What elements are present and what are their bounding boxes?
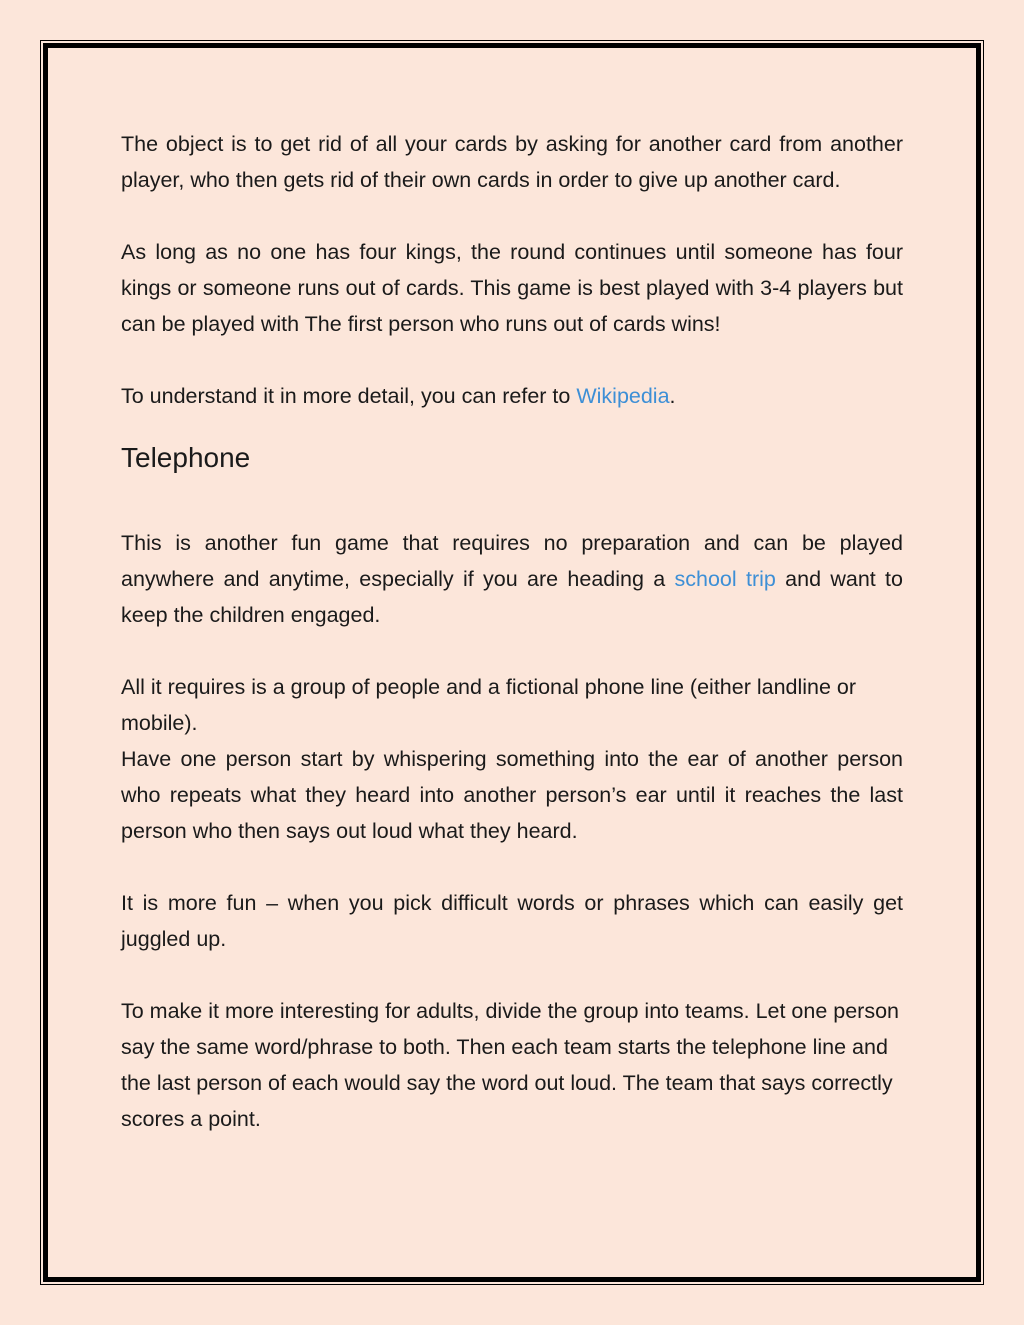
paragraph-more-fun: It is more fun – when you pick difficult words or phrases which can easily get juggled up. [121, 891, 903, 951]
paragraph-telephone-intro [121, 525, 903, 633]
article-body [121, 126, 903, 1173]
wikipedia-reference-end: . [669, 384, 676, 408]
paragraph-wikipedia-reference [121, 378, 903, 414]
wikipedia-link[interactable]: Wikipedia [576, 384, 670, 408]
paragraph-requirements: All it requires is a group of people and a fictional phone line (either landline or mobile). [121, 675, 857, 735]
section-heading-telephone: Telephone [121, 442, 251, 473]
telephone-intro-text: This is another fun game that requires no preparation and can be played anywhere and anytime, especially if you are heading a [121, 531, 903, 591]
telephone-intro-end: and want to keep the children engaged. [121, 567, 903, 627]
wikipedia-reference-text: To understand it in more detail, you can refer to [121, 384, 577, 408]
paragraph-object: The object is to get rid of all your cards by asking for another card from another player, who then gets rid of their own cards in order to give up another card. [121, 132, 903, 192]
paragraph-how-to-play: Have one person start by whispering something into the ear of another person who repeats what they heard into another person’s ear until it reaches the last person who then says out loud what they heard. [121, 747, 903, 843]
paragraph-kings: As long as no one has four kings, the round continues until someone has four kings or someone runs out of cards. This game is best played with 3-4 players but can be played with The first person who runs out of cards wins! [121, 240, 903, 336]
school-trip-link[interactable]: school trip [674, 567, 776, 591]
paragraph-adults-variant: To make it more interesting for adults, divide the group into teams. Let one person say the same word/phrase to both. Then each team starts the telephone line and the last person of each would say the word out loud. The team that says correctly scores a point. [121, 999, 900, 1131]
